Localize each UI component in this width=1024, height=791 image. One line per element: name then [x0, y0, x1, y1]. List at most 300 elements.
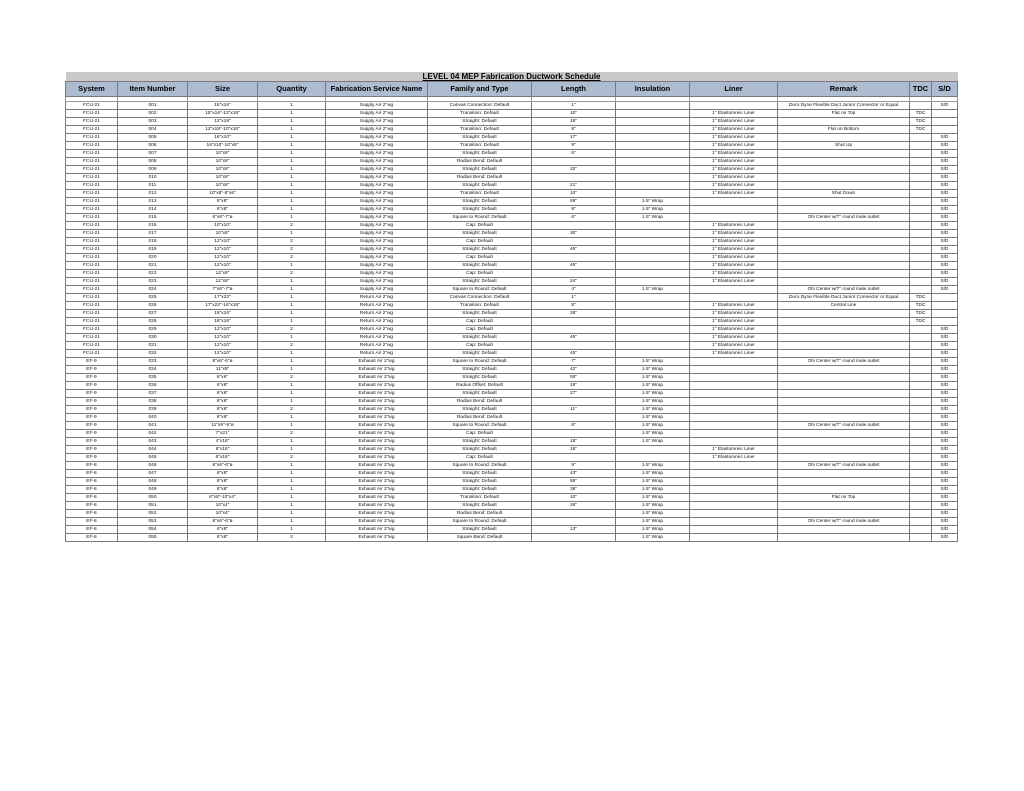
- cell-insulation[interactable]: [616, 278, 690, 286]
- table-row[interactable]: [66, 158, 958, 166]
- cell-sd[interactable]: S/D: [932, 214, 958, 222]
- cell-insulation[interactable]: [616, 318, 690, 326]
- cell-remark[interactable]: [778, 406, 910, 414]
- cell-system[interactable]: FCU-21: [66, 294, 118, 302]
- cell-sd[interactable]: S/D: [932, 142, 958, 150]
- cell-size[interactable]: 6"x16": [188, 454, 258, 462]
- table-row[interactable]: [66, 134, 958, 142]
- cell-size[interactable]: 8"x6": [188, 398, 258, 406]
- cell-size[interactable]: 8"x6"-6"ø: [188, 358, 258, 366]
- cell-sd[interactable]: S/D: [932, 398, 958, 406]
- cell-tdc[interactable]: [910, 326, 932, 334]
- cell-system[interactable]: FCU-21: [66, 158, 118, 166]
- cell-liner[interactable]: [690, 286, 778, 294]
- cell-insulation[interactable]: 1.5" Wrap: [616, 398, 690, 406]
- cell-insulation[interactable]: 1.5" Wrap: [616, 382, 690, 390]
- cell-tdc[interactable]: [910, 182, 932, 190]
- table-row[interactable]: [66, 502, 958, 510]
- cell-tdc[interactable]: [910, 230, 932, 238]
- cell-system[interactable]: FCU-21: [66, 150, 118, 158]
- cell-system[interactable]: FCU-21: [66, 278, 118, 286]
- cell-tdc[interactable]: TDC: [910, 126, 932, 134]
- cell-quantity[interactable]: 1: [258, 190, 326, 198]
- cell-family-type[interactable]: Square to Round: Default: [428, 286, 532, 294]
- cell-insulation[interactable]: [616, 342, 690, 350]
- cell-tdc[interactable]: [910, 398, 932, 406]
- table-row[interactable]: [66, 510, 958, 518]
- cell-item-number[interactable]: 041: [118, 422, 188, 430]
- cell-sd[interactable]: S/D: [932, 510, 958, 518]
- cell-insulation[interactable]: [616, 222, 690, 230]
- cell-length[interactable]: 8": [532, 126, 616, 134]
- cell-length[interactable]: [532, 174, 616, 182]
- cell-item-number[interactable]: 032: [118, 350, 188, 358]
- cell-quantity[interactable]: 1: [258, 390, 326, 398]
- cell-tdc[interactable]: [910, 254, 932, 262]
- cell-quantity[interactable]: 2: [258, 430, 326, 438]
- cell-tdc[interactable]: [910, 286, 932, 294]
- cell-family-type[interactable]: Straight: Default: [428, 166, 532, 174]
- cell-sd[interactable]: S/D: [932, 534, 958, 542]
- cell-quantity[interactable]: 1: [258, 166, 326, 174]
- table-row[interactable]: [66, 254, 958, 262]
- cell-liner[interactable]: 1" Elastomreic Liner: [690, 326, 778, 334]
- cell-family-type[interactable]: Transition: Default: [428, 190, 532, 198]
- cell-insulation[interactable]: 1.5" Wrap: [616, 406, 690, 414]
- cell-service-name[interactable]: Supply Air 2"wg: [326, 110, 428, 118]
- cell-sd[interactable]: S/D: [932, 414, 958, 422]
- cell-liner[interactable]: [690, 406, 778, 414]
- table-row[interactable]: [66, 350, 958, 358]
- cell-size[interactable]: 10"x8": [188, 182, 258, 190]
- cell-quantity[interactable]: 1: [258, 206, 326, 214]
- cell-quantity[interactable]: 1: [258, 102, 326, 110]
- cell-insulation[interactable]: 1.5" Wrap: [616, 518, 690, 526]
- cell-item-number[interactable]: 027: [118, 310, 188, 318]
- table-row[interactable]: [66, 318, 958, 326]
- cell-length[interactable]: 10": [532, 110, 616, 118]
- cell-item-number[interactable]: 046: [118, 462, 188, 470]
- cell-system[interactable]: FCU-21: [66, 270, 118, 278]
- cell-insulation[interactable]: 1.5" Wrap: [616, 422, 690, 430]
- cell-item-number[interactable]: 010: [118, 174, 188, 182]
- cell-tdc[interactable]: [910, 158, 932, 166]
- cell-insulation[interactable]: [616, 454, 690, 462]
- cell-size[interactable]: 10"x8": [188, 166, 258, 174]
- cell-remark[interactable]: [778, 158, 910, 166]
- cell-quantity[interactable]: 1: [258, 446, 326, 454]
- cell-family-type[interactable]: Square to Round: Default: [428, 462, 532, 470]
- cell-service-name[interactable]: Supply Air 2"wg: [326, 230, 428, 238]
- cell-remark[interactable]: [778, 318, 910, 326]
- cell-length[interactable]: 19": [532, 382, 616, 390]
- cell-item-number[interactable]: 008: [118, 158, 188, 166]
- cell-sd[interactable]: S/D: [932, 278, 958, 286]
- cell-family-type[interactable]: Transition: Default: [428, 126, 532, 134]
- cell-liner[interactable]: 1" Elastomreic Liner: [690, 134, 778, 142]
- cell-item-number[interactable]: 033: [118, 358, 188, 366]
- cell-liner[interactable]: 1" Elastomreic Liner: [690, 110, 778, 118]
- cell-item-number[interactable]: 007: [118, 150, 188, 158]
- cell-size[interactable]: 11"x9"-9"ø: [188, 422, 258, 430]
- table-row[interactable]: [66, 270, 958, 278]
- table-row[interactable]: [66, 414, 958, 422]
- cell-liner[interactable]: 1" Elastomreic Liner: [690, 254, 778, 262]
- cell-remark[interactable]: [778, 270, 910, 278]
- cell-service-name[interactable]: Exhaust Air 2"wg: [326, 534, 428, 542]
- cell-size[interactable]: 7"x21": [188, 430, 258, 438]
- cell-service-name[interactable]: Supply Air 2"wg: [326, 118, 428, 126]
- cell-item-number[interactable]: 053: [118, 518, 188, 526]
- cell-item-number[interactable]: 025: [118, 294, 188, 302]
- cell-quantity[interactable]: 2: [258, 246, 326, 254]
- cell-family-type[interactable]: Cap: Default: [428, 318, 532, 326]
- cell-service-name[interactable]: Exhaust Air 2"wg: [326, 486, 428, 494]
- cell-length[interactable]: [532, 270, 616, 278]
- cell-family-type[interactable]: Radius Offset: Default: [428, 382, 532, 390]
- cell-item-number[interactable]: 020: [118, 254, 188, 262]
- cell-tdc[interactable]: [910, 518, 932, 526]
- cell-system[interactable]: FCU-21: [66, 222, 118, 230]
- cell-insulation[interactable]: [616, 334, 690, 342]
- table-row[interactable]: [66, 462, 958, 470]
- cell-family-type[interactable]: Cap: Default: [428, 326, 532, 334]
- cell-liner[interactable]: [690, 374, 778, 382]
- table-row[interactable]: [66, 166, 958, 174]
- cell-quantity[interactable]: 1: [258, 182, 326, 190]
- cell-sd[interactable]: S/D: [932, 462, 958, 470]
- cell-system[interactable]: EF-8: [66, 462, 118, 470]
- table-row[interactable]: [66, 454, 958, 462]
- cell-insulation[interactable]: [616, 254, 690, 262]
- cell-size[interactable]: 6"x8"-7"ø: [188, 214, 258, 222]
- cell-remark[interactable]: Flat on Bottom: [778, 126, 910, 134]
- cell-service-name[interactable]: Supply Air 2"wg: [326, 182, 428, 190]
- cell-service-name[interactable]: Exhaust Air 2"wg: [326, 390, 428, 398]
- cell-service-name[interactable]: Supply Air 2"wg: [326, 246, 428, 254]
- cell-item-number[interactable]: 051: [118, 502, 188, 510]
- cell-family-type[interactable]: Cap: Default: [428, 270, 532, 278]
- cell-remark[interactable]: Duro Dyne Flexible Duct Junior Connector or Equal: [778, 294, 910, 302]
- cell-remark[interactable]: Flat on Top: [778, 494, 910, 502]
- table-row[interactable]: [66, 334, 958, 342]
- cell-family-type[interactable]: Cap: Default: [428, 254, 532, 262]
- cell-remark[interactable]: [778, 118, 910, 126]
- cell-remark[interactable]: [778, 390, 910, 398]
- cell-insulation[interactable]: [616, 166, 690, 174]
- column-header[interactable]: Fabrication Service Name: [326, 82, 428, 97]
- cell-system[interactable]: FCU-21: [66, 262, 118, 270]
- cell-liner[interactable]: [690, 214, 778, 222]
- cell-service-name[interactable]: Exhaust Air 2"wg: [326, 374, 428, 382]
- cell-system[interactable]: FCU-21: [66, 230, 118, 238]
- cell-item-number[interactable]: 021: [118, 262, 188, 270]
- cell-length[interactable]: [532, 510, 616, 518]
- cell-liner[interactable]: 1" Elastomreic Liner: [690, 278, 778, 286]
- cell-length[interactable]: 10": [532, 494, 616, 502]
- cell-quantity[interactable]: 1: [258, 134, 326, 142]
- cell-remark[interactable]: [778, 510, 910, 518]
- cell-service-name[interactable]: Exhaust Air 2"wg: [326, 406, 428, 414]
- cell-service-name[interactable]: Exhaust Air 2"wg: [326, 430, 428, 438]
- cell-system[interactable]: EF-9: [66, 390, 118, 398]
- cell-liner[interactable]: 1" Elastomreic Liner: [690, 350, 778, 358]
- cell-sd[interactable]: S/D: [932, 222, 958, 230]
- cell-item-number[interactable]: 013: [118, 198, 188, 206]
- cell-remark[interactable]: Shut Down: [778, 190, 910, 198]
- cell-sd[interactable]: S/D: [932, 230, 958, 238]
- cell-insulation[interactable]: [616, 302, 690, 310]
- table-row[interactable]: [66, 214, 958, 222]
- cell-length[interactable]: 5": [532, 150, 616, 158]
- cell-remark[interactable]: ON Center w/7" round male outlet: [778, 214, 910, 222]
- cell-remark[interactable]: [778, 342, 910, 350]
- cell-family-type[interactable]: Radius Bend: Default: [428, 510, 532, 518]
- cell-service-name[interactable]: Exhaust Air 2"wg: [326, 398, 428, 406]
- cell-family-type[interactable]: Square to Round: Default: [428, 518, 532, 526]
- cell-insulation[interactable]: 1.5" Wrap: [616, 366, 690, 374]
- cell-family-type[interactable]: Straight: Default: [428, 206, 532, 214]
- cell-liner[interactable]: 1" Elastomreic Liner: [690, 126, 778, 134]
- cell-family-type[interactable]: Straight: Default: [428, 134, 532, 142]
- cell-system[interactable]: FCU-21: [66, 166, 118, 174]
- cell-tdc[interactable]: [910, 534, 932, 542]
- table-row[interactable]: [66, 494, 958, 502]
- cell-length[interactable]: 59": [532, 198, 616, 206]
- cell-tdc[interactable]: [910, 422, 932, 430]
- cell-size[interactable]: 10"x4": [188, 502, 258, 510]
- cell-system[interactable]: FCU-21: [66, 310, 118, 318]
- cell-sd[interactable]: S/D: [932, 174, 958, 182]
- cell-tdc[interactable]: [910, 438, 932, 446]
- cell-quantity[interactable]: 1: [258, 150, 326, 158]
- cell-remark[interactable]: Central Line: [778, 302, 910, 310]
- cell-quantity[interactable]: 2: [258, 454, 326, 462]
- cell-insulation[interactable]: [616, 246, 690, 254]
- cell-item-number[interactable]: 015: [118, 214, 188, 222]
- cell-service-name[interactable]: Supply Air 2"wg: [326, 134, 428, 142]
- table-row[interactable]: [66, 294, 958, 302]
- cell-length[interactable]: 59": [532, 374, 616, 382]
- cell-remark[interactable]: [778, 326, 910, 334]
- cell-tdc[interactable]: [910, 278, 932, 286]
- cell-sd[interactable]: S/D: [932, 478, 958, 486]
- cell-tdc[interactable]: [910, 134, 932, 142]
- cell-sd[interactable]: S/D: [932, 406, 958, 414]
- cell-item-number[interactable]: 037: [118, 390, 188, 398]
- cell-liner[interactable]: 1" Elastomreic Liner: [690, 142, 778, 150]
- cell-sd[interactable]: S/D: [932, 246, 958, 254]
- cell-length[interactable]: 43": [532, 470, 616, 478]
- cell-tdc[interactable]: [910, 526, 932, 534]
- cell-length[interactable]: 46": [532, 246, 616, 254]
- cell-system[interactable]: FCU-21: [66, 134, 118, 142]
- cell-length[interactable]: 36": [532, 486, 616, 494]
- cell-family-type[interactable]: Straight: Default: [428, 118, 532, 126]
- cell-insulation[interactable]: 1.5" Wrap: [616, 286, 690, 294]
- cell-insulation[interactable]: 1.5" Wrap: [616, 478, 690, 486]
- cell-item-number[interactable]: 047: [118, 470, 188, 478]
- cell-tdc[interactable]: [910, 470, 932, 478]
- cell-service-name[interactable]: Return Air 2"wg: [326, 350, 428, 358]
- cell-tdc[interactable]: [910, 454, 932, 462]
- cell-service-name[interactable]: Supply Air 2"wg: [326, 198, 428, 206]
- column-header[interactable]: Size: [188, 82, 258, 97]
- cell-family-type[interactable]: Canvas Connection: Default: [428, 102, 532, 110]
- cell-system[interactable]: FCU-21: [66, 182, 118, 190]
- cell-liner[interactable]: [690, 294, 778, 302]
- cell-length[interactable]: 9": [532, 462, 616, 470]
- cell-family-type[interactable]: Straight: Default: [428, 230, 532, 238]
- cell-insulation[interactable]: [616, 174, 690, 182]
- cell-remark[interactable]: ON Center w/7" round male outlet: [778, 358, 910, 366]
- cell-remark[interactable]: [778, 414, 910, 422]
- cell-system[interactable]: EF-9: [66, 422, 118, 430]
- cell-service-name[interactable]: Supply Air 2"wg: [326, 150, 428, 158]
- cell-length[interactable]: 4": [532, 286, 616, 294]
- cell-size[interactable]: 8"x6": [188, 390, 258, 398]
- cell-service-name[interactable]: Exhaust Air 2"wg: [326, 358, 428, 366]
- cell-length[interactable]: 13": [532, 526, 616, 534]
- cell-system[interactable]: EF-8: [66, 518, 118, 526]
- cell-family-type[interactable]: Transition: Default: [428, 302, 532, 310]
- cell-remark[interactable]: Shut Up: [778, 142, 910, 150]
- cell-sd[interactable]: S/D: [932, 350, 958, 358]
- cell-size[interactable]: 18"x16": [188, 310, 258, 318]
- cell-remark[interactable]: [778, 470, 910, 478]
- cell-remark[interactable]: [778, 310, 910, 318]
- cell-length[interactable]: 32": [532, 166, 616, 174]
- cell-tdc[interactable]: [910, 246, 932, 254]
- cell-size[interactable]: 10"x10": [188, 222, 258, 230]
- cell-insulation[interactable]: 1.5" Wrap: [616, 374, 690, 382]
- cell-family-type[interactable]: Radius Bend: Default: [428, 174, 532, 182]
- table-row[interactable]: [66, 526, 958, 534]
- cell-length[interactable]: 21": [532, 182, 616, 190]
- cell-sd[interactable]: S/D: [932, 334, 958, 342]
- cell-length[interactable]: [532, 158, 616, 166]
- cell-tdc[interactable]: TDC: [910, 110, 932, 118]
- cell-tdc[interactable]: TDC: [910, 310, 932, 318]
- cell-size[interactable]: 8"x6": [188, 406, 258, 414]
- table-row[interactable]: [66, 246, 958, 254]
- cell-tdc[interactable]: [910, 342, 932, 350]
- cell-quantity[interactable]: 1: [258, 158, 326, 166]
- table-row[interactable]: [66, 390, 958, 398]
- table-row[interactable]: [66, 430, 958, 438]
- cell-tdc[interactable]: [910, 390, 932, 398]
- cell-insulation[interactable]: [616, 126, 690, 134]
- cell-liner[interactable]: [690, 502, 778, 510]
- cell-remark[interactable]: [778, 134, 910, 142]
- cell-size[interactable]: 12"x10": [188, 238, 258, 246]
- table-row[interactable]: [66, 174, 958, 182]
- cell-tdc[interactable]: [910, 478, 932, 486]
- cell-system[interactable]: FCU-21: [66, 302, 118, 310]
- cell-item-number[interactable]: 014: [118, 206, 188, 214]
- cell-remark[interactable]: [778, 486, 910, 494]
- cell-tdc[interactable]: [910, 414, 932, 422]
- cell-quantity[interactable]: 1: [258, 470, 326, 478]
- cell-family-type[interactable]: Cap: Default: [428, 238, 532, 246]
- cell-family-type[interactable]: Straight: Default: [428, 406, 532, 414]
- cell-item-number[interactable]: 055: [118, 534, 188, 542]
- cell-quantity[interactable]: 2: [258, 534, 326, 542]
- cell-length[interactable]: [532, 398, 616, 406]
- cell-service-name[interactable]: Supply Air 2"wg: [326, 126, 428, 134]
- cell-family-type[interactable]: Straight: Default: [428, 182, 532, 190]
- cell-size[interactable]: 12"x10": [188, 342, 258, 350]
- cell-service-name[interactable]: Return Air 2"wg: [326, 302, 428, 310]
- cell-service-name[interactable]: Supply Air 2"wg: [326, 222, 428, 230]
- table-row[interactable]: [66, 326, 958, 334]
- cell-length[interactable]: 6": [532, 214, 616, 222]
- cell-remark[interactable]: [778, 166, 910, 174]
- cell-remark[interactable]: [778, 382, 910, 390]
- cell-length[interactable]: [532, 222, 616, 230]
- cell-item-number[interactable]: 028: [118, 318, 188, 326]
- cell-size[interactable]: 12"x10": [188, 350, 258, 358]
- column-header[interactable]: S/D: [932, 82, 958, 97]
- cell-quantity[interactable]: 1: [258, 438, 326, 446]
- cell-length[interactable]: [532, 414, 616, 422]
- cell-liner[interactable]: 1" Elastomreic Liner: [690, 238, 778, 246]
- cell-size[interactable]: 10"x8": [188, 174, 258, 182]
- cell-insulation[interactable]: 1.5" Wrap: [616, 414, 690, 422]
- cell-liner[interactable]: 1" Elastomreic Liner: [690, 270, 778, 278]
- cell-service-name[interactable]: Return Air 2"wg: [326, 342, 428, 350]
- cell-sd[interactable]: S/D: [932, 390, 958, 398]
- cell-size[interactable]: 12"x10": [188, 254, 258, 262]
- table-row[interactable]: [66, 278, 958, 286]
- cell-sd[interactable]: S/D: [932, 430, 958, 438]
- cell-length[interactable]: 24": [532, 278, 616, 286]
- cell-item-number[interactable]: 054: [118, 526, 188, 534]
- cell-insulation[interactable]: 1.5" Wrap: [616, 462, 690, 470]
- cell-length[interactable]: 42": [532, 366, 616, 374]
- cell-item-number[interactable]: 016: [118, 222, 188, 230]
- cell-size[interactable]: 17"x22": [188, 294, 258, 302]
- cell-length[interactable]: 18": [532, 446, 616, 454]
- cell-system[interactable]: FCU-21: [66, 318, 118, 326]
- cell-remark[interactable]: Flat on Top: [778, 110, 910, 118]
- cell-length[interactable]: 9": [532, 206, 616, 214]
- table-row[interactable]: [66, 310, 958, 318]
- cell-insulation[interactable]: [616, 102, 690, 110]
- table-row[interactable]: [66, 342, 958, 350]
- cell-service-name[interactable]: Exhaust Air 2"wg: [326, 494, 428, 502]
- cell-family-type[interactable]: Cap: Default: [428, 222, 532, 230]
- cell-service-name[interactable]: Supply Air 2"wg: [326, 270, 428, 278]
- cell-length[interactable]: 27": [532, 390, 616, 398]
- cell-tdc[interactable]: [910, 174, 932, 182]
- cell-item-number[interactable]: 038: [118, 398, 188, 406]
- cell-remark[interactable]: [778, 198, 910, 206]
- cell-tdc[interactable]: [910, 366, 932, 374]
- cell-system[interactable]: EF-9: [66, 454, 118, 462]
- cell-liner[interactable]: 1" Elastomreic Liner: [690, 342, 778, 350]
- table-row[interactable]: [66, 262, 958, 270]
- cell-sd[interactable]: [932, 302, 958, 310]
- cell-item-number[interactable]: 023: [118, 278, 188, 286]
- cell-family-type[interactable]: Straight: Default: [428, 502, 532, 510]
- cell-item-number[interactable]: 042: [118, 430, 188, 438]
- cell-length[interactable]: [532, 430, 616, 438]
- cell-family-type[interactable]: Square Bend: Default: [428, 534, 532, 542]
- cell-item-number[interactable]: 009: [118, 166, 188, 174]
- cell-insulation[interactable]: 1.5" Wrap: [616, 358, 690, 366]
- cell-item-number[interactable]: 040: [118, 414, 188, 422]
